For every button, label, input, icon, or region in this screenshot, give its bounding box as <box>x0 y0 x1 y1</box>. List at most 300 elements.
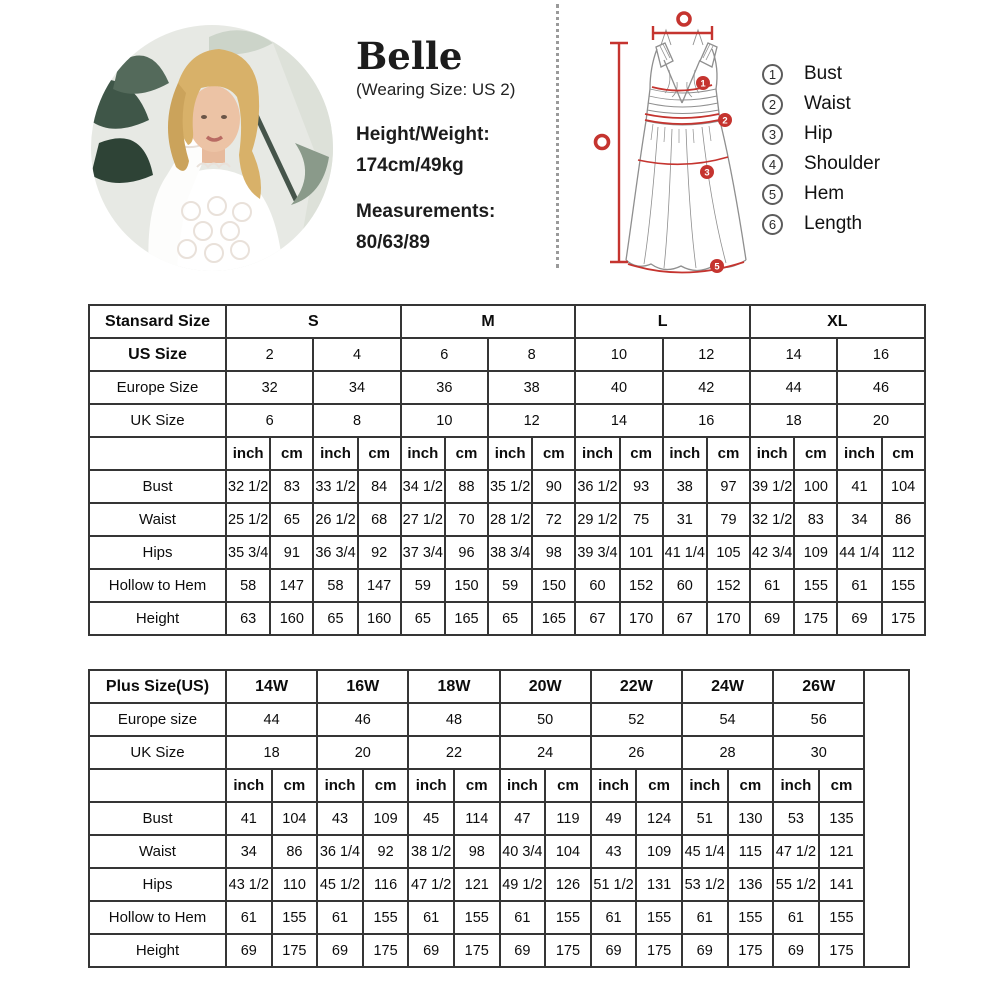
measure-value: 114 <box>454 802 500 835</box>
measure-value: 60 <box>575 569 619 602</box>
size-value: 14 <box>575 404 662 437</box>
measure-value: 83 <box>270 470 313 503</box>
unit-header: inch <box>401 437 445 470</box>
measure-value: 147 <box>358 569 401 602</box>
measure-value: 97 <box>707 470 750 503</box>
unit-header: inch <box>591 769 637 802</box>
measure-value: 175 <box>882 602 925 635</box>
unit-header: cm <box>620 437 663 470</box>
measure-value: 45 <box>408 802 454 835</box>
size-group-header: S <box>226 305 401 338</box>
unit-header: inch <box>750 437 794 470</box>
unit-header: inch <box>313 437 357 470</box>
size-value: 44 <box>750 371 837 404</box>
measure-value: 72 <box>532 503 575 536</box>
measure-value: 36 1/2 <box>575 470 619 503</box>
measure-value: 34 <box>837 503 881 536</box>
measure-value: 69 <box>773 934 819 967</box>
measure-value: 92 <box>358 536 401 569</box>
measure-value: 45 1/4 <box>682 835 728 868</box>
measure-value: 61 <box>591 901 637 934</box>
row-label: Europe size <box>89 703 226 736</box>
unit-header: cm <box>819 769 865 802</box>
measure-value: 119 <box>545 802 591 835</box>
size-value: 12 <box>663 338 750 371</box>
table-row <box>89 602 925 635</box>
measure-value: 65 <box>270 503 313 536</box>
row-label: Bust <box>89 470 226 503</box>
legend-item-hip <box>762 123 880 145</box>
unit-header: cm <box>545 769 591 802</box>
measure-value: 147 <box>270 569 313 602</box>
measure-value: 58 <box>226 569 270 602</box>
measure-value: 43 1/2 <box>226 868 272 901</box>
measure-value: 45 1/2 <box>317 868 363 901</box>
measure-value: 61 <box>500 901 546 934</box>
unit-header: cm <box>272 769 318 802</box>
measure-value: 150 <box>445 569 488 602</box>
legend-item-waist <box>762 93 880 115</box>
measure-value: 70 <box>445 503 488 536</box>
size-value: 24 <box>500 736 591 769</box>
size-value: 36 <box>401 371 488 404</box>
measure-value: 34 1/2 <box>401 470 445 503</box>
vertical-dotted-divider <box>556 4 559 268</box>
measure-value: 69 <box>837 602 881 635</box>
table-row <box>89 503 925 536</box>
wearing-size-text: (Wearing Size: US 2) <box>356 79 516 99</box>
model-photo-illustration <box>91 25 333 271</box>
measure-value: 135 <box>819 802 865 835</box>
size-value: 42 <box>663 371 750 404</box>
size-value: 4 <box>313 338 400 371</box>
unit-header: cm <box>728 769 774 802</box>
size-value: 46 <box>837 371 924 404</box>
table-row <box>89 305 925 338</box>
measure-value: 41 1/4 <box>663 536 707 569</box>
size-value: 38 <box>488 371 575 404</box>
measure-value: 42 3/4 <box>750 536 794 569</box>
measure-value: 165 <box>532 602 575 635</box>
measure-value: 155 <box>819 901 865 934</box>
measure-value: 175 <box>363 934 409 967</box>
measure-value: 152 <box>620 569 663 602</box>
model-info <box>356 36 556 254</box>
table-row <box>89 802 909 835</box>
unit-header: inch <box>682 769 728 802</box>
row-label: Hips <box>89 536 226 569</box>
height-weight-label: Height/Weight: <box>356 123 490 145</box>
unit-header: inch <box>226 437 270 470</box>
size-group-header: L <box>575 305 750 338</box>
measure-value: 69 <box>500 934 546 967</box>
dress-measurement-diagram <box>560 0 780 292</box>
size-value: 30 <box>773 736 864 769</box>
legend-label: Hem <box>804 183 845 204</box>
size-value: 18 <box>226 736 317 769</box>
measure-value: 59 <box>488 569 532 602</box>
product-title: Belle <box>356 34 463 78</box>
measure-value: 61 <box>226 901 272 934</box>
size-value: 54 <box>682 703 773 736</box>
shoulder-marker <box>678 13 690 25</box>
measure-value: 155 <box>272 901 318 934</box>
legend-label: Waist <box>804 93 851 114</box>
measure-value: 88 <box>445 470 488 503</box>
unit-header: cm <box>358 437 401 470</box>
measurements-label: Measurements: <box>356 200 496 222</box>
size-group-header: 20W <box>500 670 591 703</box>
measure-value: 25 1/2 <box>226 503 270 536</box>
measure-value: 150 <box>532 569 575 602</box>
size-value: 52 <box>591 703 682 736</box>
row-label: Hollow to Hem <box>89 901 226 934</box>
measure-value: 47 1/2 <box>408 868 454 901</box>
table-row <box>89 338 925 371</box>
size-value: 40 <box>575 371 662 404</box>
measure-value: 60 <box>663 569 707 602</box>
measure-value: 55 1/2 <box>773 868 819 901</box>
measure-value: 59 <box>401 569 445 602</box>
table-row <box>89 835 909 868</box>
measure-value: 36 3/4 <box>313 536 357 569</box>
measure-value: 175 <box>794 602 837 635</box>
measure-value: 121 <box>454 868 500 901</box>
measure-value: 47 1/2 <box>773 835 819 868</box>
measure-value: 35 3/4 <box>226 536 270 569</box>
measure-value: 69 <box>226 934 272 967</box>
size-value: 8 <box>313 404 400 437</box>
row-label: Bust <box>89 802 226 835</box>
table-row <box>89 703 909 736</box>
measure-value: 96 <box>445 536 488 569</box>
size-value: 16 <box>663 404 750 437</box>
measure-value: 155 <box>545 901 591 934</box>
empty-cell <box>864 670 909 967</box>
measure-value: 110 <box>272 868 318 901</box>
measure-value: 67 <box>575 602 619 635</box>
measure-value: 39 3/4 <box>575 536 619 569</box>
size-value: 10 <box>575 338 662 371</box>
measure-value: 31 <box>663 503 707 536</box>
measure-value: 141 <box>819 868 865 901</box>
measure-value: 41 <box>837 470 881 503</box>
size-value: 44 <box>226 703 317 736</box>
row-label: Europe Size <box>89 371 226 404</box>
measurements-value: 80/63/89 <box>356 231 430 253</box>
measure-value: 35 1/2 <box>488 470 532 503</box>
measure-value: 155 <box>882 569 925 602</box>
measure-value: 131 <box>636 868 682 901</box>
measure-value: 68 <box>358 503 401 536</box>
table-row <box>89 670 909 703</box>
measure-value: 44 1/4 <box>837 536 881 569</box>
row-label: Hollow to Hem <box>89 569 226 602</box>
measure-value: 36 1/4 <box>317 835 363 868</box>
unit-header: inch <box>408 769 454 802</box>
measure-value: 124 <box>636 802 682 835</box>
measure-value: 75 <box>620 503 663 536</box>
size-group-header: 16W <box>317 670 408 703</box>
measure-value: 65 <box>488 602 532 635</box>
size-value: 28 <box>682 736 773 769</box>
measure-value: 175 <box>454 934 500 967</box>
measure-value: 160 <box>270 602 313 635</box>
unit-header: inch <box>226 769 272 802</box>
unit-header: inch <box>575 437 619 470</box>
legend-number-icon: 3 <box>762 124 783 145</box>
unit-header: cm <box>270 437 313 470</box>
model-photo <box>91 25 333 271</box>
legend-number-icon: 6 <box>762 214 783 235</box>
unit-header: cm <box>707 437 750 470</box>
measure-value: 49 1/2 <box>500 868 546 901</box>
measure-value: 26 1/2 <box>313 503 357 536</box>
unit-header: cm <box>636 769 682 802</box>
unit-header: inch <box>837 437 881 470</box>
measure-value: 100 <box>794 470 837 503</box>
measure-value: 61 <box>408 901 454 934</box>
measure-value: 61 <box>317 901 363 934</box>
size-value: 2 <box>226 338 313 371</box>
bust-marker-number: 1 <box>700 78 706 90</box>
measure-value: 34 <box>226 835 272 868</box>
measure-value: 65 <box>313 602 357 635</box>
measure-value: 83 <box>794 503 837 536</box>
height-weight-value: 174cm/49kg <box>356 154 464 176</box>
size-group-header: 18W <box>408 670 499 703</box>
measure-value: 69 <box>682 934 728 967</box>
size-value: 22 <box>408 736 499 769</box>
legend-label: Bust <box>804 63 843 84</box>
row-label <box>89 437 226 470</box>
measure-value: 115 <box>728 835 774 868</box>
measure-value: 90 <box>532 470 575 503</box>
measure-value: 112 <box>882 536 925 569</box>
size-value: 6 <box>226 404 313 437</box>
legend-item-hem <box>762 183 880 205</box>
unit-header: inch <box>317 769 363 802</box>
dress-diagram-svg <box>560 0 780 292</box>
size-group-header: 22W <box>591 670 682 703</box>
measure-value: 53 <box>773 802 819 835</box>
measure-value: 175 <box>545 934 591 967</box>
plus-size-table <box>88 669 910 968</box>
legend-item-length <box>762 213 880 235</box>
measure-value: 152 <box>707 569 750 602</box>
unit-header: inch <box>500 769 546 802</box>
row-label: US Size <box>89 338 226 371</box>
measure-value: 43 <box>591 835 637 868</box>
measure-value: 61 <box>682 901 728 934</box>
table-row <box>89 769 909 802</box>
measure-value: 104 <box>272 802 318 835</box>
size-value: 8 <box>488 338 575 371</box>
measure-value: 53 1/2 <box>682 868 728 901</box>
unit-header: cm <box>445 437 488 470</box>
measure-value: 29 1/2 <box>575 503 619 536</box>
measure-value: 69 <box>591 934 637 967</box>
measure-value: 63 <box>226 602 270 635</box>
measure-value: 51 1/2 <box>591 868 637 901</box>
standard-size-table <box>88 304 926 636</box>
size-group-header: XL <box>750 305 925 338</box>
legend-label: Shoulder <box>804 153 881 174</box>
row-label: UK Size <box>89 404 226 437</box>
row-label: UK Size <box>89 736 226 769</box>
measure-value: 40 3/4 <box>500 835 546 868</box>
measure-value: 175 <box>819 934 865 967</box>
measure-value: 116 <box>363 868 409 901</box>
size-value: 34 <box>313 371 400 404</box>
measure-value: 38 <box>663 470 707 503</box>
table-title: Stansard Size <box>89 305 226 338</box>
table-row <box>89 470 925 503</box>
legend-item-shoulder <box>762 153 880 175</box>
measure-value: 126 <box>545 868 591 901</box>
measure-value: 101 <box>620 536 663 569</box>
measure-value: 32 1/2 <box>750 503 794 536</box>
unit-header: inch <box>488 437 532 470</box>
measure-value: 43 <box>317 802 363 835</box>
size-group-header: 14W <box>226 670 317 703</box>
measure-value: 51 <box>682 802 728 835</box>
table-row <box>89 404 925 437</box>
measure-value: 47 <box>500 802 546 835</box>
plus-size-table-grid <box>88 669 910 968</box>
measure-value: 109 <box>363 802 409 835</box>
waist-marker-number: 2 <box>722 115 728 127</box>
legend-number-icon: 1 <box>762 64 783 85</box>
unit-header: cm <box>532 437 575 470</box>
measure-value: 65 <box>401 602 445 635</box>
measure-value: 165 <box>445 602 488 635</box>
size-value: 56 <box>773 703 864 736</box>
measure-value: 175 <box>272 934 318 967</box>
size-value: 16 <box>837 338 924 371</box>
size-value: 46 <box>317 703 408 736</box>
measure-value: 38 3/4 <box>488 536 532 569</box>
size-value: 6 <box>401 338 488 371</box>
hem-marker-number: 5 <box>714 261 720 273</box>
legend-label: Hip <box>804 123 833 144</box>
measure-value: 121 <box>819 835 865 868</box>
size-value: 18 <box>750 404 837 437</box>
size-value: 12 <box>488 404 575 437</box>
measure-value: 93 <box>620 470 663 503</box>
measure-value: 58 <box>313 569 357 602</box>
measure-value: 32 1/2 <box>226 470 270 503</box>
measure-value: 109 <box>794 536 837 569</box>
measure-value: 37 3/4 <box>401 536 445 569</box>
unit-header: cm <box>794 437 837 470</box>
standard-size-table-grid <box>88 304 926 636</box>
measure-value: 67 <box>663 602 707 635</box>
measure-value: 130 <box>728 802 774 835</box>
unit-header: cm <box>363 769 409 802</box>
size-group-header: 26W <box>773 670 864 703</box>
legend-number-icon: 2 <box>762 94 783 115</box>
measure-value: 84 <box>358 470 401 503</box>
row-label: Hips <box>89 868 226 901</box>
legend-number-icon: 5 <box>762 184 783 205</box>
size-group-header: 24W <box>682 670 773 703</box>
measure-value: 61 <box>773 901 819 934</box>
unit-header: inch <box>773 769 819 802</box>
measure-value: 155 <box>728 901 774 934</box>
measure-value: 109 <box>636 835 682 868</box>
row-label <box>89 769 226 802</box>
measure-value: 104 <box>545 835 591 868</box>
measure-value: 38 1/2 <box>408 835 454 868</box>
size-group-header: M <box>401 305 576 338</box>
measure-value: 155 <box>454 901 500 934</box>
table-row <box>89 536 925 569</box>
measure-value: 170 <box>620 602 663 635</box>
measure-value: 41 <box>226 802 272 835</box>
measure-value: 91 <box>270 536 313 569</box>
measure-value: 86 <box>882 503 925 536</box>
size-value: 26 <box>591 736 682 769</box>
table-row <box>89 371 925 404</box>
measure-value: 175 <box>728 934 774 967</box>
measure-value: 61 <box>750 569 794 602</box>
measure-value: 49 <box>591 802 637 835</box>
table-title: Plus Size(US) <box>89 670 226 703</box>
row-label: Height <box>89 602 226 635</box>
length-marker <box>596 136 609 149</box>
measure-value: 33 1/2 <box>313 470 357 503</box>
size-value: 48 <box>408 703 499 736</box>
legend-item-bust <box>762 63 880 85</box>
measure-value: 98 <box>454 835 500 868</box>
measure-value: 86 <box>272 835 318 868</box>
size-value: 20 <box>837 404 924 437</box>
measure-value: 61 <box>837 569 881 602</box>
measure-value: 39 1/2 <box>750 470 794 503</box>
measure-value: 155 <box>794 569 837 602</box>
measure-value: 28 1/2 <box>488 503 532 536</box>
size-value: 14 <box>750 338 837 371</box>
table-row <box>89 868 909 901</box>
unit-header: cm <box>882 437 925 470</box>
measure-value: 170 <box>707 602 750 635</box>
legend-label: Length <box>804 213 863 234</box>
row-label: Waist <box>89 835 226 868</box>
measure-value: 98 <box>532 536 575 569</box>
measure-value: 175 <box>636 934 682 967</box>
hip-marker-number: 3 <box>704 167 710 179</box>
measure-value: 27 1/2 <box>401 503 445 536</box>
table-row <box>89 736 909 769</box>
measure-value: 69 <box>750 602 794 635</box>
size-value: 50 <box>500 703 591 736</box>
measure-value: 69 <box>408 934 454 967</box>
size-value: 20 <box>317 736 408 769</box>
row-label: Waist <box>89 503 226 536</box>
measure-value: 105 <box>707 536 750 569</box>
measure-value: 155 <box>363 901 409 934</box>
measure-value: 160 <box>358 602 401 635</box>
measure-value: 104 <box>882 470 925 503</box>
measure-value: 155 <box>636 901 682 934</box>
measure-value: 92 <box>363 835 409 868</box>
table-row <box>89 901 909 934</box>
measurement-legend <box>762 63 880 243</box>
size-value: 32 <box>226 371 313 404</box>
measure-value: 136 <box>728 868 774 901</box>
legend-number-icon: 4 <box>762 154 783 175</box>
